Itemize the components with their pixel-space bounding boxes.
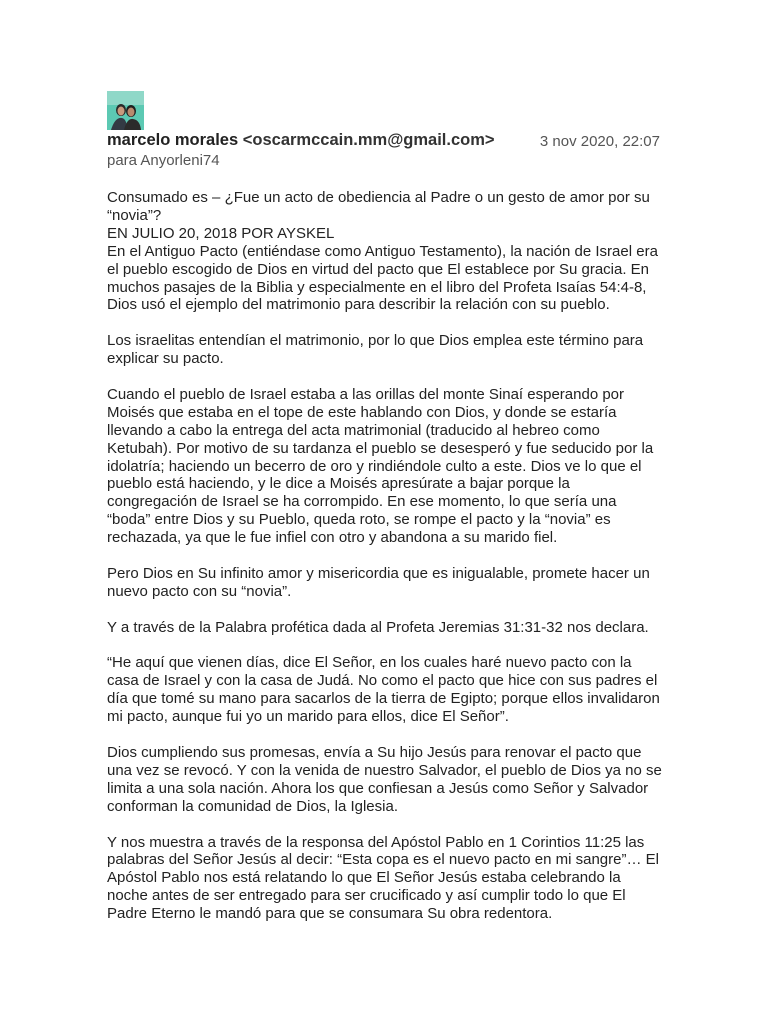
body-paragraph: “He aquí que vienen días, dice El Señor, en los cuales haré nuevo pacto con la casa de Israel y con la casa de Judá. No como el pacto que hice con sus padres el día que tomé su mano para sacarlos de la tierra de Egipto; porque ellos invalidaron mi pacto, aunque fui yo un marido para ellos, dice El Señor”. bbox=[107, 654, 660, 726]
email-header bbox=[107, 130, 660, 170]
body-paragraph: En el Antiguo Pacto (entiéndase como Antiguo Testamento), la nación de Israel era el pueblo escogido de Dios en virtud del pacto que El establece por Su gracia. En muchos pasajes de la Biblia y especialmente en el libro del Profeta Isaías 54:4-8, Dios usó el ejemplo del matrimonio para describir la relación con su pueblo. bbox=[107, 242, 658, 314]
body-paragraph: Y a través de la Palabra profética dada al Profeta Jeremias 31:31-32 nos declara. bbox=[107, 618, 649, 636]
body-paragraph: EN JULIO 20, 2018 POR AYSKEL bbox=[107, 224, 335, 242]
email-date: 3 nov 2020, 22:07 bbox=[539, 133, 660, 150]
sender-name[interactable]: marcelo morales bbox=[107, 131, 239, 149]
body-paragraph: Los israelitas entendían el matrimonio, por lo que Dios emplea este término para explicar su pacto. bbox=[107, 332, 644, 368]
sender-line bbox=[107, 130, 660, 151]
body-paragraph: Cuando el pueblo de Israel estaba a las orillas del monte Sinaí esperando por Moisés que estaba en el tope de este hablando con Dios, y donde se estaría llevando a cabo la entrega del acta matrimonial (traducido al hebreo como Ketubah). Por motivo de su tardanza el pueblo se desesperó y fue seducido por la idolatría; haciendo un becerro de oro y rindiéndole culto a este. Dios ve lo que el pueblo está haciendo, y le dice a Moisés apresúrate a bajar porque la congregación de Israel se ha corrompido. En ese momento, lo que sería una “boda” entre Dios y su Pueblo, queda roto, se rompe el pacto y la “novia” es rechazada, ya que le fue infiel con otro y abandona a su marido fiel. bbox=[107, 385, 654, 547]
body-paragraph: Y nos muestra a través de la responsa del Apóstol Pablo en 1 Corintios 11:25 las palabras del Señor Jesús al decir: “Esta copa es el nuevo pacto en mi sangre”… El Apóstol Pablo nos está relatando lo que El Señor Jesús estaba celebrando la noche antes de ser entregado para ser crucificado y así cumplir todo lo que El Padre Eterno le mandó para que se consumara Su obra redentora. bbox=[107, 833, 659, 923]
body-paragraph: Consumado es – ¿Fue un acto de obediencia al Padre o un gesto de amor por su “novia”? bbox=[107, 189, 650, 224]
avatar-photo-icon bbox=[107, 91, 144, 130]
body-paragraph: Dios cumpliendo sus promesas, envía a Su hijo Jesús para renovar el pacto que una vez se revocó. Y con la venida de nuestro Salvador, el pueblo de Dios ya no se limita a una sola nación. Ahora los que confiesan a Jesús como Señor y Salvador conforman la comunidad de Dios, la Iglesia. bbox=[107, 744, 662, 815]
sender-avatar[interactable] bbox=[107, 91, 144, 130]
body-paragraph: Pero Dios en Su infinito amor y misericordia que es inigualable, promete hacer un nuevo pacto con su “novia”. bbox=[107, 564, 650, 600]
email-body bbox=[107, 189, 663, 923]
sender-email[interactable]: <oscarmccain.mm@gmail.com> bbox=[242, 131, 495, 149]
recipient-line[interactable]: para Anyorleni74 bbox=[107, 152, 220, 169]
